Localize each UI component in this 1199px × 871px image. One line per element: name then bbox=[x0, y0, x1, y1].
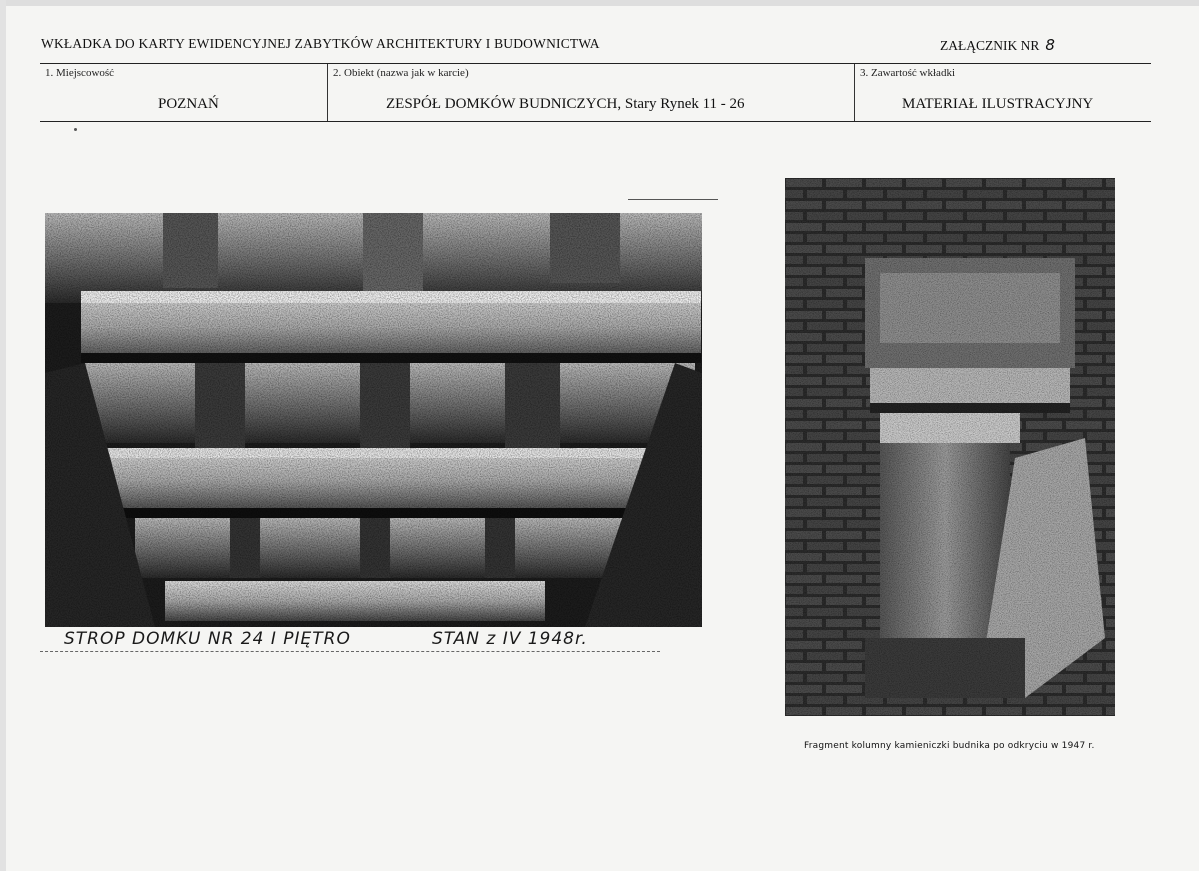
stray-line bbox=[628, 199, 718, 200]
field-value-contents: MATERIAŁ ILUSTRACYJNY bbox=[902, 96, 1094, 112]
scan-speck bbox=[74, 128, 77, 131]
handwritten-caption bbox=[40, 627, 700, 657]
field-value-object: ZESPÓŁ DOMKÓW BUDNICZYCH, Stary Rynek 11 - 26 bbox=[386, 96, 745, 112]
annex-label bbox=[940, 36, 1055, 54]
document-title: WKŁADKA DO KARTY EWIDENCYJNEJ ZABYTKÓW ARCHITEKTURY I BUDOWNICTWA bbox=[41, 36, 600, 51]
annex-label-text: ZAŁĄCZNIK NR bbox=[940, 38, 1040, 53]
field-value-location: POZNAŃ bbox=[158, 96, 219, 112]
handwritten-caption-date: STAN z IV 1948r. bbox=[432, 629, 588, 649]
field-label-object: 2. Obiekt (nazwa jak w karcie) bbox=[333, 67, 469, 79]
scan-edge-left bbox=[0, 0, 6, 871]
handwritten-caption-subject: STROP DOMKU NR 24 I PIĘTRO bbox=[64, 629, 351, 649]
table-top-rule bbox=[40, 63, 1151, 64]
handwritten-caption-underline bbox=[40, 651, 660, 652]
table-bottom-rule bbox=[40, 121, 1151, 122]
column-photo bbox=[785, 178, 1115, 716]
ceiling-photo bbox=[45, 213, 702, 627]
field-label-location: 1. Miejscowość bbox=[45, 67, 115, 79]
scan-edge-top bbox=[0, 0, 1199, 6]
table-divider-2 bbox=[854, 64, 855, 121]
field-label-contents: 3. Zawartość wkładki bbox=[860, 67, 955, 79]
photo-caption: Fragment kolumny kamieniczki budnika po odkryciu w 1947 r. bbox=[804, 741, 1095, 751]
table-divider-1 bbox=[327, 64, 328, 121]
annex-number: 8 bbox=[1045, 36, 1055, 54]
